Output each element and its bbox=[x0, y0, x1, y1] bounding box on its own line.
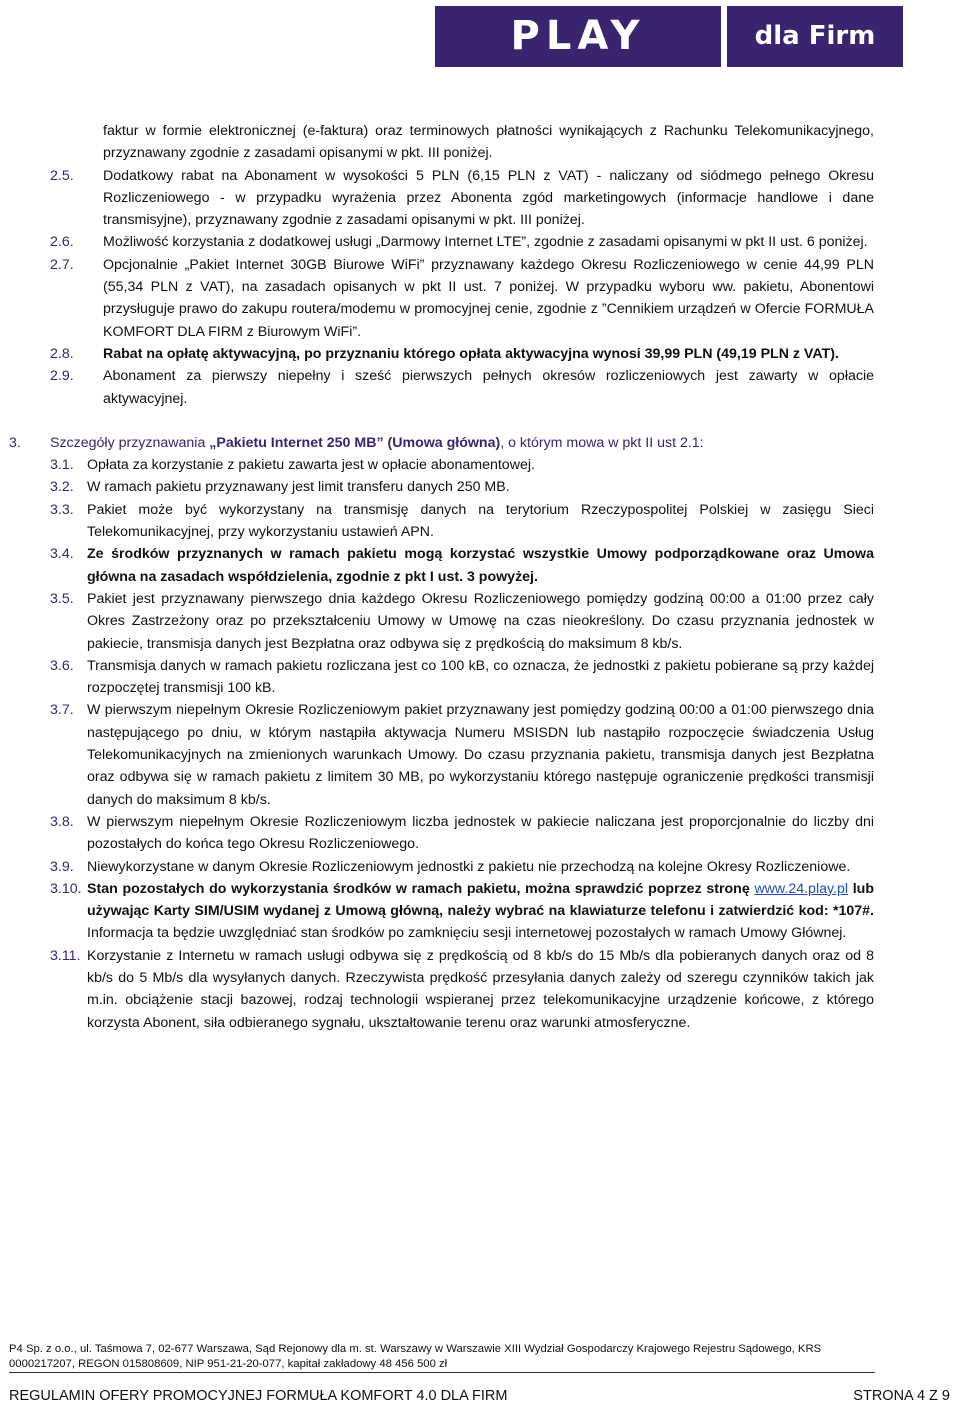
list-item bbox=[0, 811, 960, 856]
list-item bbox=[0, 343, 960, 365]
section-heading bbox=[0, 432, 960, 454]
item-text-bold-tail: lub używając Karty SIM/USIM wydanej z Umową główną, należy wybrać na klawiaturze telefonu i zatwierdzić kod: *107#. bbox=[87, 880, 874, 920]
dla-firm-logo: dla Firm bbox=[727, 6, 903, 67]
item-number: 2.7. bbox=[50, 256, 74, 273]
item-text-tail: Informacja ta będzie uwzględniać stan środków po zamknięciu sesji internetowej pozostałych w ramach Umowy Głównej. bbox=[87, 925, 847, 942]
list-item bbox=[0, 945, 960, 1034]
item-text: Pakiet może być wykorzystany na transmisję danych na terytorium Rzeczypospolitej Polskiej w zasięgu Sieci Telekomunikacyjnej, przy wykorzystaniu ustawień APN. bbox=[87, 501, 874, 541]
item-number: 2.9. bbox=[50, 368, 74, 385]
item-number: 2.5. bbox=[50, 167, 74, 184]
item-number: 3.4. bbox=[50, 546, 74, 563]
list-item bbox=[0, 231, 960, 253]
item-text: Ze środków przyznanych w ramach pakietu mogą korzystać wszystkie Umowy podporządkowane oraz Umowa główna na zasadach współdzielenia, zgodnie z pkt I ust. 3 powyżej. bbox=[87, 546, 874, 585]
page-number: STRONA 4 Z 9 bbox=[853, 1388, 950, 1404]
item-number: 3.10. bbox=[50, 880, 82, 897]
play-logo: PLAY bbox=[435, 6, 721, 67]
list-item bbox=[0, 856, 960, 878]
item-number: 3.8. bbox=[50, 813, 74, 830]
list-item bbox=[0, 655, 960, 700]
item-number: 3.11. bbox=[50, 947, 81, 964]
list-item bbox=[0, 365, 960, 410]
list-item bbox=[0, 499, 960, 544]
section-intro: Szczegóły przyznawania bbox=[50, 434, 210, 451]
item-number: 3.1. bbox=[50, 457, 74, 474]
item-text: W pierwszym niepełnym Okresie Rozliczeniowym liczba jednostek w pakiecie naliczana jest proporcjonalnie do liczby dni pozostałych do końca tego Okresu Rozliczeniowego. bbox=[87, 813, 874, 853]
item-number: 3.7. bbox=[50, 702, 74, 719]
document-title: REGULAMIN OFERY PROMOCYJNEJ FORMUŁA KOMFORT 4.0 DLA FIRM bbox=[9, 1388, 508, 1404]
item-text: Korzystanie z Internetu w ramach usługi odbywa się z prędkością od 8 kb/s do 15 Mb/s dla pobieranych danych oraz od 8 kb/s do 5 Mb/s dla wysyłanych danych. Rzeczywista prędkość przesyłania danych zależy od szeregu czynników takich jak m.in. obciążenie stacji bazowej, rodzaj technologii wspieranej przez telekomunikacyjne urządzenie końcowe, z którego korzysta Abonent, siła odbieranego sygnału, ukształtowanie terenu oraz warunki atmosferyczne. bbox=[87, 947, 874, 1031]
item-text: Rabat na opłatę aktywacyjną, po przyznaniu którego opłata aktywacyjna wynosi 39,99 PLN (49,19 PLN z VAT). bbox=[103, 345, 839, 362]
item-text: Transmisja danych w ramach pakietu rozliczana jest co 100 kB, co oznacza, że jednostki z pakietu pobierane są przy każdej rozpoczętej transmisji 100 kB. bbox=[87, 657, 874, 697]
package-name: „Pakietu Internet 250 MB” (Umowa główna) bbox=[209, 434, 501, 451]
item-text: W pierwszym niepełnym Okresie Rozliczeniowym pakiet przyznawany jest pomiędzy godziną 00:00 a 01:00 pierwszego dnia następującego po dniu, w którym nastąpiła aktywacja Numeru MSISDN lub nastąpiło rozpoczęcie świadczenia Usług Telekomunikacyjnych na zmienionych warunkach Umowy. Do czasu przyznania pakietu, transmisja danych jest Bezpłatna oraz odbywa się w ramach pakietu z limitem 30 MB, po wykorzystaniu którego następuje ograniczenie prędkości transmisji danych do maksimum 8 kb/s. bbox=[87, 702, 874, 808]
list-item bbox=[0, 476, 960, 498]
list-item bbox=[0, 588, 960, 655]
list-item bbox=[0, 254, 960, 343]
item-text: Pakiet jest przyznawany pierwszego dnia każdego Okresu Rozliczeniowego pomiędzy godziną 00:00 a 01:00 przez cały Okres Zastrzeżony oraz po przekształceniu Umowy w Umowę na czas nieokreślony. Do czasu przyznania jednostek w pakiecie, transmisja danych jest Bezpłatna oraz odbywa się z prędkością do maksimum 8 kb/s. bbox=[87, 590, 874, 652]
item-text: Opłata za korzystanie z pakietu zawarta jest w opłacie abonamentowej. bbox=[87, 457, 535, 474]
item-number: 3.5. bbox=[50, 590, 74, 607]
item-text: Możliwość korzystania z dodatkowej usługi „Darmowy Internet LTE”, zgodnie z zasadami opisanymi w pkt II ust. 6 poniżej. bbox=[103, 234, 868, 251]
item-text: Opcjonalnie „Pakiet Internet 30GB Biurowe WiFi” przyznawany każdego Okresu Rozliczeniowego w cenie 44,99 PLN (55,34 PLN z VAT), na zasadach opisanych w pkt II ust. 7 poniżej. W przypadku wyboru ww. pakietu, Abonentowi przysługuje prawo do zakupu routera/modemu w promocyjnej cenie, zgodnie z ”Cennikiem urządzeń w Ofercie FORMUŁA KOMFORT DLA FIRM z Biurowym WiFi”. bbox=[103, 256, 874, 340]
list-item bbox=[0, 120, 960, 165]
section-number: 3. bbox=[9, 434, 21, 451]
item-text: W ramach pakietu przyznawany jest limit transferu danych 250 MB. bbox=[87, 479, 510, 496]
section-intro-tail: , o którym mowa w pkt II ust 2.1: bbox=[500, 434, 704, 451]
list-item bbox=[0, 165, 960, 232]
item-text: Abonament za pierwszy niepełny i sześć pierwszych pełnych okresów rozliczeniowych jest zawarty w opłacie aktywacyjnej. bbox=[103, 368, 874, 407]
item-number: 2.6. bbox=[50, 234, 74, 251]
item-text: faktur w formie elektronicznej (e-faktura) oraz terminowych płatności wynikających z Rachunku Telekomunikacyjnego, przyznawany zgodnie z zasadami opisanymi w pkt. III poniżej. bbox=[103, 123, 874, 162]
item-number: 3.6. bbox=[50, 657, 74, 674]
footer-company-address: P4 Sp. z o.o., ul. Taśmowa 7, 02-677 Warszawa, Sąd Rejonowy dla m. st. Warszawy w Warszawie XIII Wydział Gospodarczy Krajowego Rejestru Sądowego, KRS 0000217207, REGON 015808609, NIP 951-21-20-077, kapitał zakładowy 48 456 500 zł bbox=[9, 1342, 875, 1373]
document-body bbox=[0, 120, 960, 1034]
item-text: Niewykorzystane w danym Okresie Rozliczeniowym jednostki z pakietu nie przechodzą na kolejne Okresy Rozliczeniowe. bbox=[87, 858, 851, 875]
item-number: 3.9. bbox=[50, 858, 74, 875]
item-text: Dodatkowy rabat na Abonament w wysokości 5 PLN (6,15 PLN z VAT) - naliczany od siódmego pełnego Okresu Rozliczeniowego - w przypadku wyrażenia przez Abonenta zgód marketingowych (informacje handlowe i dane transmisyjne), przyznawany zgodnie z zasadami opisanymi w pkt. III poniżej. bbox=[103, 167, 874, 229]
list-item bbox=[0, 878, 960, 945]
list-item bbox=[0, 454, 960, 476]
play-website-link[interactable]: www.24.play.pl bbox=[754, 880, 849, 897]
list-item bbox=[0, 543, 960, 588]
item-number: 3.2. bbox=[50, 479, 74, 496]
item-number: 3.3. bbox=[50, 501, 74, 518]
item-number: 2.8. bbox=[50, 345, 74, 362]
list-item bbox=[0, 699, 960, 810]
item-text-bold: Stan pozostałych do wykorzystania środków w ramach pakietu, można sprawdzić poprzez stronę bbox=[87, 880, 755, 897]
